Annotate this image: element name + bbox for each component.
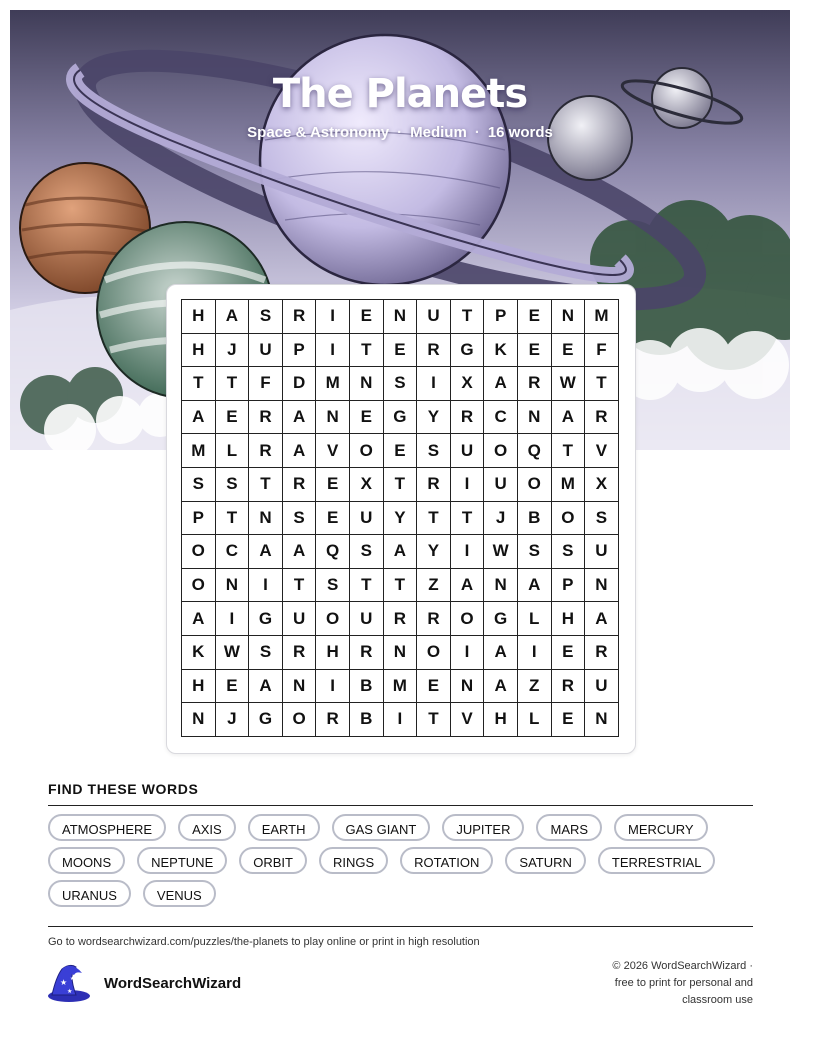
grid-cell[interactable]: Y bbox=[383, 501, 417, 535]
word-chip[interactable]: VENUS bbox=[143, 880, 216, 907]
grid-cell[interactable]: A bbox=[249, 669, 283, 703]
grid-cell[interactable]: T bbox=[349, 333, 383, 367]
grid-cell[interactable]: A bbox=[282, 400, 316, 434]
grid-row bbox=[182, 434, 619, 468]
grid-cell[interactable]: A bbox=[215, 300, 249, 334]
grid-cell[interactable]: O bbox=[282, 703, 316, 737]
word-chip[interactable]: AXIS bbox=[178, 814, 236, 841]
grid-cell[interactable]: I bbox=[215, 602, 249, 636]
grid-cell[interactable]: H bbox=[484, 703, 518, 737]
brand-logo bbox=[46, 963, 241, 1003]
grid-cell[interactable]: O bbox=[182, 568, 216, 602]
grid-cell[interactable]: H bbox=[316, 635, 350, 669]
grid-cell[interactable]: J bbox=[215, 703, 249, 737]
separator-dot: · bbox=[397, 124, 403, 141]
grid-row bbox=[182, 467, 619, 501]
copyright-line: classroom use bbox=[682, 994, 753, 1006]
grid-cell[interactable]: M bbox=[316, 367, 350, 401]
svg-text:★: ★ bbox=[70, 976, 75, 982]
grid-row bbox=[182, 400, 619, 434]
grid-cell[interactable]: V bbox=[450, 703, 484, 737]
grid-cell[interactable]: L bbox=[517, 602, 551, 636]
grid-cell[interactable]: U bbox=[585, 669, 619, 703]
grid-cell[interactable]: S bbox=[282, 501, 316, 535]
grid-cell[interactable]: I bbox=[517, 635, 551, 669]
grid-cell[interactable]: T bbox=[417, 501, 451, 535]
grid-cell[interactable]: U bbox=[450, 434, 484, 468]
word-chip[interactable]: ROTATION bbox=[400, 847, 493, 874]
grid-cell[interactable]: O bbox=[517, 467, 551, 501]
grid-cell[interactable]: T bbox=[383, 467, 417, 501]
copyright-notice bbox=[533, 958, 753, 1009]
svg-text:★: ★ bbox=[67, 988, 73, 995]
grid-cell[interactable]: S bbox=[383, 367, 417, 401]
grid-row bbox=[182, 602, 619, 636]
grid-cell[interactable]: S bbox=[249, 635, 283, 669]
word-chip[interactable]: NEPTUNE bbox=[137, 847, 227, 874]
divider bbox=[48, 805, 753, 806]
word-chip[interactable]: MARS bbox=[536, 814, 602, 841]
grid-cell[interactable]: H bbox=[182, 300, 216, 334]
grid-cell[interactable]: M bbox=[585, 300, 619, 334]
grid-cell[interactable]: U bbox=[484, 467, 518, 501]
grid-cell[interactable]: R bbox=[282, 467, 316, 501]
grid-cell[interactable]: B bbox=[349, 669, 383, 703]
word-chip[interactable]: ORBIT bbox=[239, 847, 307, 874]
word-chip[interactable]: RINGS bbox=[319, 847, 388, 874]
grid-cell[interactable]: I bbox=[450, 635, 484, 669]
grid-cell[interactable]: E bbox=[517, 300, 551, 334]
grid-cell[interactable]: R bbox=[417, 602, 451, 636]
grid-cell[interactable]: N bbox=[450, 669, 484, 703]
word-chip[interactable]: SATURN bbox=[505, 847, 585, 874]
grid-cell[interactable]: G bbox=[383, 400, 417, 434]
grid-cell[interactable]: A bbox=[182, 602, 216, 636]
grid-cell[interactable]: I bbox=[316, 300, 350, 334]
grid-cell[interactable]: B bbox=[517, 501, 551, 535]
grid-cell[interactable]: A bbox=[585, 602, 619, 636]
grid-cell[interactable]: T bbox=[282, 568, 316, 602]
grid-cell[interactable]: R bbox=[349, 635, 383, 669]
grid-cell[interactable]: N bbox=[215, 568, 249, 602]
grid-row bbox=[182, 300, 619, 334]
category-label: Space & Astronomy bbox=[247, 124, 390, 141]
grid-cell[interactable]: N bbox=[585, 568, 619, 602]
grid-cell[interactable]: S bbox=[517, 535, 551, 569]
grid-cell[interactable]: X bbox=[585, 467, 619, 501]
grid-cell[interactable]: Y bbox=[417, 400, 451, 434]
grid-cell[interactable]: A bbox=[450, 568, 484, 602]
grid-cell[interactable]: M bbox=[551, 467, 585, 501]
grid-cell[interactable]: V bbox=[585, 434, 619, 468]
grid-cell[interactable]: R bbox=[282, 300, 316, 334]
grid-cell[interactable]: W bbox=[551, 367, 585, 401]
grid-cell[interactable]: E bbox=[551, 635, 585, 669]
grid-cell[interactable]: X bbox=[349, 467, 383, 501]
grid-row bbox=[182, 568, 619, 602]
letter-grid[interactable] bbox=[181, 299, 619, 737]
grid-cell[interactable]: N bbox=[316, 400, 350, 434]
difficulty-label: Medium bbox=[410, 124, 467, 141]
grid-cell[interactable]: K bbox=[182, 635, 216, 669]
grid-cell[interactable]: E bbox=[417, 669, 451, 703]
grid-cell[interactable]: E bbox=[551, 333, 585, 367]
grid-cell[interactable]: O bbox=[182, 535, 216, 569]
grid-cell[interactable]: R bbox=[585, 400, 619, 434]
grid-cell[interactable]: N bbox=[585, 703, 619, 737]
grid-cell[interactable]: A bbox=[282, 434, 316, 468]
grid-cell[interactable]: A bbox=[249, 535, 283, 569]
grid-cell[interactable]: W bbox=[215, 635, 249, 669]
grid-cell[interactable]: N bbox=[383, 300, 417, 334]
grid-row bbox=[182, 333, 619, 367]
grid-cell[interactable]: R bbox=[517, 367, 551, 401]
grid-cell[interactable]: T bbox=[417, 703, 451, 737]
grid-cell[interactable]: R bbox=[316, 703, 350, 737]
grid-cell[interactable]: T bbox=[450, 300, 484, 334]
grid-row bbox=[182, 703, 619, 737]
grid-cell[interactable]: Q bbox=[316, 535, 350, 569]
grid-cell[interactable]: N bbox=[249, 501, 283, 535]
word-chip[interactable]: MERCURY bbox=[614, 814, 708, 841]
grid-cell[interactable]: G bbox=[249, 703, 283, 737]
grid-cell[interactable]: E bbox=[383, 434, 417, 468]
grid-cell[interactable]: S bbox=[182, 467, 216, 501]
grid-cell[interactable]: I bbox=[249, 568, 283, 602]
puzzle-meta bbox=[10, 124, 790, 141]
grid-cell[interactable]: N bbox=[484, 568, 518, 602]
grid-cell[interactable]: W bbox=[484, 535, 518, 569]
word-chip[interactable]: EARTH bbox=[248, 814, 320, 841]
grid-cell[interactable]: S bbox=[349, 535, 383, 569]
grid-cell[interactable]: R bbox=[417, 333, 451, 367]
grid-cell[interactable]: N bbox=[182, 703, 216, 737]
grid-cell[interactable]: C bbox=[215, 535, 249, 569]
grid-cell[interactable]: E bbox=[383, 333, 417, 367]
grid-cell[interactable]: T bbox=[215, 367, 249, 401]
grid-cell[interactable]: H bbox=[182, 333, 216, 367]
grid-cell[interactable]: E bbox=[551, 703, 585, 737]
grid-cell[interactable]: R bbox=[585, 635, 619, 669]
grid-cell[interactable]: B bbox=[349, 703, 383, 737]
word-chip[interactable]: MOONS bbox=[48, 847, 125, 874]
grid-cell[interactable]: C bbox=[484, 400, 518, 434]
grid-cell[interactable]: X bbox=[450, 367, 484, 401]
footer-link-text[interactable]: Go to wordsearchwizard.com/puzzles/the-planets to play online or print in high resolution bbox=[48, 936, 480, 948]
grid-cell[interactable]: E bbox=[215, 400, 249, 434]
grid-cell[interactable]: T bbox=[585, 367, 619, 401]
grid-cell[interactable]: S bbox=[417, 434, 451, 468]
grid-cell[interactable]: N bbox=[282, 669, 316, 703]
grid-cell[interactable]: L bbox=[215, 434, 249, 468]
grid-cell[interactable]: H bbox=[551, 602, 585, 636]
grid-cell[interactable]: U bbox=[585, 535, 619, 569]
grid-cell[interactable]: O bbox=[484, 434, 518, 468]
grid-cell[interactable]: N bbox=[383, 635, 417, 669]
grid-cell[interactable]: E bbox=[349, 400, 383, 434]
grid-row bbox=[182, 367, 619, 401]
word-chip[interactable]: GAS GIANT bbox=[332, 814, 431, 841]
word-chip[interactable]: JUPITER bbox=[442, 814, 524, 841]
word-list-heading: FIND THESE WORDS bbox=[48, 781, 199, 797]
grid-cell[interactable]: A bbox=[551, 400, 585, 434]
grid-cell[interactable]: U bbox=[282, 602, 316, 636]
grid-cell[interactable]: T bbox=[551, 434, 585, 468]
grid-cell[interactable]: H bbox=[182, 669, 216, 703]
grid-cell[interactable]: I bbox=[417, 367, 451, 401]
grid-cell[interactable]: T bbox=[349, 568, 383, 602]
puzzle-board bbox=[166, 284, 636, 754]
svg-text:★: ★ bbox=[60, 978, 68, 987]
grid-cell[interactable]: I bbox=[316, 669, 350, 703]
grid-cell[interactable]: Y bbox=[417, 535, 451, 569]
grid-cell[interactable]: F bbox=[585, 333, 619, 367]
grid-cell[interactable]: R bbox=[551, 669, 585, 703]
grid-cell[interactable]: Z bbox=[417, 568, 451, 602]
grid-cell[interactable]: S bbox=[215, 467, 249, 501]
grid-cell[interactable]: A bbox=[484, 367, 518, 401]
grid-cell[interactable]: S bbox=[551, 535, 585, 569]
separator-dot: · bbox=[474, 124, 480, 141]
grid-cell[interactable]: N bbox=[517, 400, 551, 434]
grid-cell[interactable]: G bbox=[249, 602, 283, 636]
grid-cell[interactable]: P bbox=[282, 333, 316, 367]
grid-cell[interactable]: L bbox=[517, 703, 551, 737]
word-chip[interactable]: ATMOSPHERE bbox=[48, 814, 166, 841]
wizard-hat-icon bbox=[46, 963, 92, 1003]
grid-cell[interactable]: U bbox=[249, 333, 283, 367]
grid-cell[interactable]: T bbox=[383, 568, 417, 602]
word-count-label: 16 words bbox=[487, 124, 553, 141]
grid-cell[interactable]: E bbox=[349, 300, 383, 334]
grid-row bbox=[182, 535, 619, 569]
grid-cell[interactable]: F bbox=[249, 367, 283, 401]
divider bbox=[48, 926, 753, 927]
grid-cell[interactable]: P bbox=[484, 300, 518, 334]
grid-cell[interactable]: M bbox=[383, 669, 417, 703]
grid-cell[interactable]: I bbox=[450, 535, 484, 569]
grid-cell[interactable]: R bbox=[282, 635, 316, 669]
grid-cell[interactable]: S bbox=[249, 300, 283, 334]
grid-cell[interactable]: R bbox=[450, 400, 484, 434]
grid-cell[interactable]: S bbox=[585, 501, 619, 535]
grid-cell[interactable]: A bbox=[182, 400, 216, 434]
grid-cell[interactable]: I bbox=[316, 333, 350, 367]
grid-cell[interactable]: P bbox=[551, 568, 585, 602]
grid-cell[interactable]: T bbox=[450, 501, 484, 535]
grid-cell[interactable]: R bbox=[249, 434, 283, 468]
word-chip[interactable]: URANUS bbox=[48, 880, 131, 907]
grid-row bbox=[182, 635, 619, 669]
grid-cell[interactable]: K bbox=[484, 333, 518, 367]
grid-cell[interactable]: T bbox=[182, 367, 216, 401]
grid-cell[interactable]: Q bbox=[517, 434, 551, 468]
grid-cell[interactable]: N bbox=[551, 300, 585, 334]
grid-cell[interactable]: U bbox=[349, 501, 383, 535]
title-block bbox=[10, 70, 790, 141]
word-chip[interactable]: TERRESTRIAL bbox=[598, 847, 716, 874]
grid-cell[interactable]: T bbox=[249, 467, 283, 501]
grid-cell[interactable]: O bbox=[316, 602, 350, 636]
grid-cell[interactable]: T bbox=[215, 501, 249, 535]
grid-cell[interactable]: D bbox=[282, 367, 316, 401]
grid-cell[interactable]: A bbox=[383, 535, 417, 569]
grid-cell[interactable]: U bbox=[417, 300, 451, 334]
grid-cell[interactable]: A bbox=[484, 669, 518, 703]
grid-cell[interactable]: O bbox=[417, 635, 451, 669]
grid-cell[interactable]: R bbox=[417, 467, 451, 501]
grid-row bbox=[182, 669, 619, 703]
grid-cell[interactable]: O bbox=[551, 501, 585, 535]
grid-cell[interactable]: G bbox=[450, 333, 484, 367]
grid-cell[interactable]: U bbox=[349, 602, 383, 636]
grid-cell[interactable]: O bbox=[349, 434, 383, 468]
grid-cell[interactable]: V bbox=[316, 434, 350, 468]
grid-cell[interactable]: Z bbox=[517, 669, 551, 703]
page-title: The Planets bbox=[272, 71, 528, 117]
grid-cell[interactable]: R bbox=[249, 400, 283, 434]
word-list bbox=[48, 814, 753, 907]
copyright-line: © 2026 WordSearchWizard · bbox=[612, 960, 753, 972]
grid-cell[interactable]: G bbox=[484, 602, 518, 636]
grid-cell[interactable]: R bbox=[383, 602, 417, 636]
grid-cell[interactable]: I bbox=[450, 467, 484, 501]
grid-cell[interactable]: S bbox=[316, 568, 350, 602]
grid-cell[interactable]: P bbox=[182, 501, 216, 535]
grid-cell[interactable]: M bbox=[182, 434, 216, 468]
grid-cell[interactable]: J bbox=[484, 501, 518, 535]
grid-cell[interactable]: E bbox=[517, 333, 551, 367]
grid-cell[interactable]: A bbox=[517, 568, 551, 602]
grid-cell[interactable]: E bbox=[215, 669, 249, 703]
grid-cell[interactable]: A bbox=[484, 635, 518, 669]
grid-cell[interactable]: J bbox=[215, 333, 249, 367]
grid-cell[interactable]: N bbox=[349, 367, 383, 401]
grid-cell[interactable]: I bbox=[383, 703, 417, 737]
brand-name: WordSearchWizard bbox=[104, 974, 242, 992]
grid-cell[interactable]: E bbox=[316, 501, 350, 535]
grid-cell[interactable]: E bbox=[316, 467, 350, 501]
grid-cell[interactable]: A bbox=[282, 535, 316, 569]
copyright-line: free to print for personal and bbox=[614, 977, 753, 989]
grid-cell[interactable]: O bbox=[450, 602, 484, 636]
grid-row bbox=[182, 501, 619, 535]
